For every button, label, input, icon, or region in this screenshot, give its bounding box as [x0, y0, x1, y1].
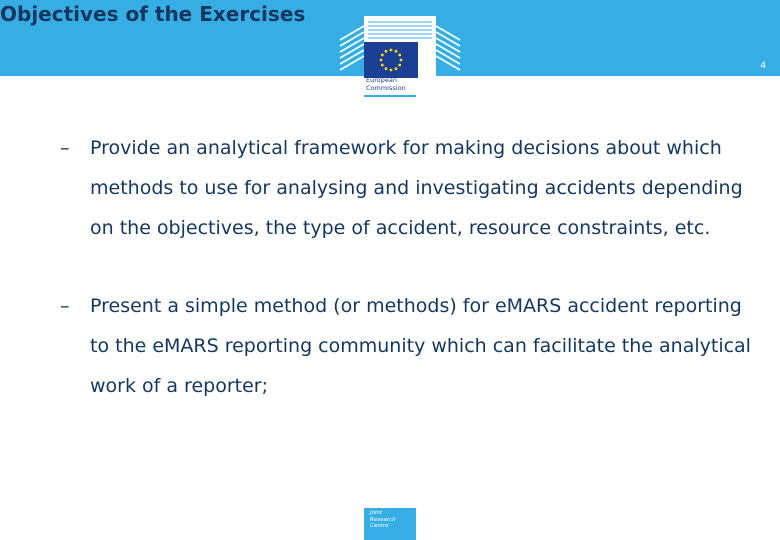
bullet-marker: – — [60, 137, 70, 159]
bullet-text: Present a simple method (or methods) for eMARS accident reporting to the eMARS reporting community which can facilitate the analytical work of a reporter; — [90, 295, 751, 397]
bullet-marker: – — [60, 295, 70, 317]
bullet-item — [60, 286, 760, 406]
jrc-logo — [364, 508, 416, 540]
bullet-text: Provide an analytical framework for making decisions about which methods to use for analysing and investigating accidents depending on the objectives, the type of accident, resource constraints, etc. — [90, 137, 743, 239]
european-commission-logo — [338, 16, 462, 98]
slide-title: Objectives of the Exercises — [0, 2, 306, 26]
bullet-list — [60, 128, 760, 406]
bullet-item — [60, 128, 760, 248]
eu-flag-icon — [364, 42, 418, 78]
jrc-wordmark: Joint Research Centre — [370, 510, 396, 529]
logo-underline — [364, 95, 416, 97]
european-commission-wordmark: European Commission — [366, 76, 406, 92]
page-number: 4 — [760, 61, 766, 71]
